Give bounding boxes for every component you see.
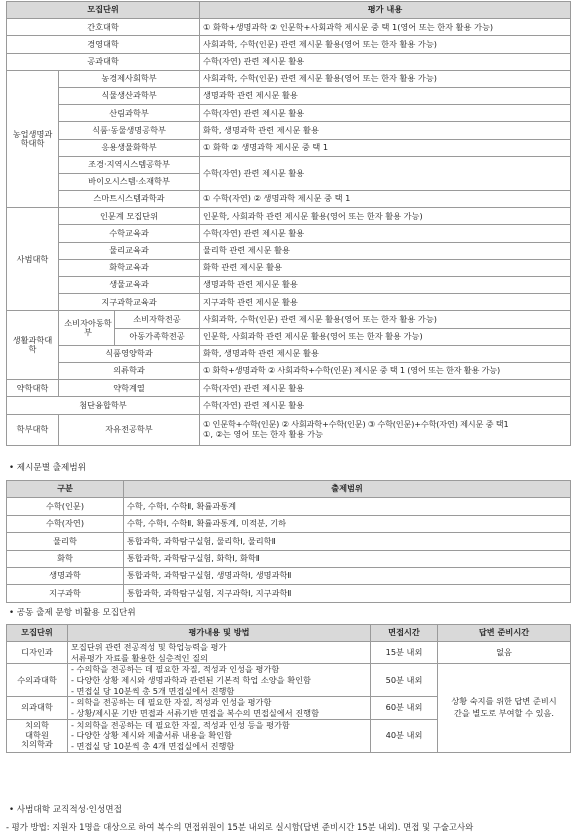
unit-cell: 물리교육과	[59, 242, 200, 259]
scope-cell: 통합과학, 과학탐구실험, 생명과학Ⅰ, 생명과학Ⅱ	[124, 567, 571, 584]
scope-cell: 통합과학, 과학탐구실험, 물리학Ⅰ, 물리학Ⅱ	[124, 533, 571, 550]
col-header-scope: 출제범위	[124, 481, 571, 498]
table-row	[7, 277, 571, 294]
content-cell: 사회과학, 수학(인문) 관련 제시문 활용(영어 또는 한자 활용 가능)	[200, 36, 571, 53]
content-cell: 수학(자연) 관련 제시문 활용	[200, 397, 571, 414]
unit-cell: 의과대학	[7, 697, 68, 719]
unit-cell: 인문계 모집단위	[59, 208, 200, 225]
content-cell: ① 화학+생명과학 ② 사회과학+수학(인문) 제시문 중 택 1 (영어 또는 한자 활용 가능)	[200, 362, 571, 379]
unit-cell: 지구과학교육과	[59, 294, 200, 311]
table-row	[7, 380, 571, 397]
unit-cell: 화학교육과	[59, 259, 200, 276]
unit-cell: 간호대학	[7, 19, 200, 36]
unit-cell: 수학교육과	[59, 225, 200, 242]
col-header-content: 평가 내용	[200, 2, 571, 19]
evaluation-table	[6, 1, 571, 446]
content-cell: 화학, 생명과학 관련 제시문 활용	[200, 345, 571, 362]
table-row	[7, 53, 571, 70]
college-cell-pharm: 약학대학	[7, 380, 59, 397]
table-row	[7, 585, 571, 602]
col-header-time: 면접시간	[371, 625, 438, 642]
method-line: - 다양한 상황 제시와 제출서류 내용을 확인함	[71, 730, 232, 741]
time-cell: 50분 내외	[371, 664, 438, 697]
unit-cell: 의류학과	[59, 362, 200, 379]
table-row	[7, 498, 571, 515]
content-cell: 수학(자연) 관련 제시문 활용	[200, 105, 571, 122]
content-line: ①, ②는 영어 또는 한자 활용 가능	[203, 428, 323, 439]
unit-cell: 첨단융합학부	[7, 397, 200, 414]
subject-cell: 수학(인문)	[7, 498, 124, 515]
unit-cell: 농경제사회학부	[59, 70, 200, 87]
college-cell-life: 생활과학대학	[7, 311, 59, 380]
table-row	[7, 642, 571, 664]
method-line: 모집단위 관련 전공적성 및 학업능력을 평가	[71, 642, 227, 652]
subject-cell: 수학(자연)	[7, 515, 124, 532]
scope-cell: 통합과학, 과학탐구실험, 화학Ⅰ, 화학Ⅱ	[124, 550, 571, 567]
prep-cell: 상황 숙지를 위한 답변 준비시간을 별도로 부여할 수 있음.	[438, 664, 571, 752]
table-row	[7, 345, 571, 362]
table-row	[7, 70, 571, 87]
col-header-unit: 모집단위	[7, 2, 200, 19]
teacher-method-line: - 평가 방법: 지원자 1명을 대상으로 하여 복수의 면접위원이 15분 내외로 실시함(답변 준비시간 15분 내외). 면접 및 구술고사와	[6, 822, 474, 832]
method-line: - 상황/제시문 기반 면접과 서류기반 면접을 복수의 면접실에서 진행함	[71, 707, 319, 718]
unit-cell: 소비자학전공	[115, 311, 200, 328]
method-line: - 면접실 당 10분씩 총 5개 면접실에서 진행함	[71, 685, 235, 696]
content-cell: 수학(자연) 관련 제시문 활용	[200, 156, 571, 190]
college-cell-undergrad: 학부대학	[7, 414, 59, 445]
content-line: ① 인문학+수학(인문) ② 사회과학+수학(인문) ③ 수학(인문)+수학(자연) 제시문 중 택1	[203, 419, 509, 430]
content-cell: 생명과학 관련 제시문 활용	[200, 277, 571, 294]
content-cell: ① 화학 ② 생명과학 제시문 중 택 1	[200, 139, 571, 156]
method-line: - 다양한 상황 제시와 생명과학과 관련된 기본적 학업 소양을 확인함	[71, 674, 311, 685]
unit-cell: 아동가족학전공	[115, 328, 200, 345]
section-title-teacher: • 사범대학 교직적성·인성면접	[9, 805, 122, 815]
content-cell	[200, 414, 571, 445]
unit-cell: 경영대학	[7, 36, 200, 53]
table-row	[7, 87, 571, 104]
table-row	[7, 397, 571, 414]
content-cell: 수학(자연) 관련 제시문 활용	[200, 53, 571, 70]
table-row	[7, 259, 571, 276]
scope-cell: 통합과학, 과학탐구실험, 지구과학Ⅰ, 지구과학Ⅱ	[124, 585, 571, 602]
subject-cell: 생명과학	[7, 567, 124, 584]
content-cell: 인문학, 사회과학 관련 제시문 활용(영어 또는 한자 활용 가능)	[200, 208, 571, 225]
unit-cell: 식물생산과학부	[59, 87, 200, 104]
time-cell: 15분 내외	[371, 642, 438, 664]
time-cell: 60분 내외	[371, 697, 438, 719]
table-row	[7, 208, 571, 225]
unit-cell: 식품영양학과	[59, 345, 200, 362]
unit-cell: 수의과대학	[7, 664, 68, 697]
table-row	[7, 105, 571, 122]
content-cell: 인문학, 사회과학 관련 제시문 활용(영어 또는 한자 활용 가능)	[200, 328, 571, 345]
unit-cell: 치의학 대학원 치의학과	[7, 719, 68, 752]
method-line: 서류평가 자료를 활용한 심층적인 질의	[71, 652, 208, 663]
subject-cell: 지구과학	[7, 585, 124, 602]
table-row	[7, 36, 571, 53]
method-line: - 의학을 전공하는 데 필요한 자질, 적성과 인성을 평가함	[71, 697, 272, 708]
method-cell	[68, 642, 371, 664]
content-cell: 생명과학 관련 제시문 활용	[200, 87, 571, 104]
scope-table	[6, 480, 571, 603]
table-row	[7, 515, 571, 532]
unit-cell: 생물교육과	[59, 277, 200, 294]
content-cell: 화학, 생명과학 관련 제시문 활용	[200, 122, 571, 139]
subject-cell: 물리학	[7, 533, 124, 550]
table-row	[7, 294, 571, 311]
method-line: - 면접실 당 10분씩 총 4개 면접실에서 진행함	[71, 740, 235, 751]
content-cell: 수학(자연) 관련 제시문 활용	[200, 225, 571, 242]
col-header-method: 평가내용 및 방법	[68, 625, 371, 642]
table-row	[7, 139, 571, 156]
unit-cell: 디자인과	[7, 642, 68, 664]
unit-cell: 약학계열	[59, 380, 200, 397]
unit-cell: 공과대학	[7, 53, 200, 70]
prep-cell: 없음	[438, 642, 571, 664]
section-title-scope: • 제시문별 출제범위	[9, 463, 86, 473]
method-cell	[68, 697, 371, 719]
scope-cell: 수학, 수학Ⅰ, 수학Ⅱ, 확률과통계	[124, 498, 571, 515]
interview-table	[6, 624, 571, 753]
unit-cell: 스마트시스템과학과	[59, 191, 200, 208]
table-row	[7, 567, 571, 584]
table-row	[7, 225, 571, 242]
college-cell-edu: 사범대학	[7, 208, 59, 311]
table-row	[7, 242, 571, 259]
method-cell	[68, 664, 371, 697]
table-row	[7, 19, 571, 36]
content-cell: 지구과학 관련 제시문 활용	[200, 294, 571, 311]
content-cell: ① 수학(자연) ② 생명과학 제시문 중 택 1	[200, 191, 571, 208]
section-title-interview: • 공동 출제 문항 비활용 모집단위	[9, 608, 136, 618]
college-cell-agri: 농업생명과학대학	[7, 70, 59, 208]
table-row	[7, 362, 571, 379]
table-row	[7, 664, 571, 697]
unit-cell: 산림과학부	[59, 105, 200, 122]
unit-cell: 응용생물화학부	[59, 139, 200, 156]
content-cell: 물리학 관련 제시문 활용	[200, 242, 571, 259]
unit-cell: 바이오시스템·소재학부	[59, 173, 200, 190]
table-row	[7, 533, 571, 550]
table-row	[7, 414, 571, 445]
time-cell: 40분 내외	[371, 719, 438, 752]
table-row	[7, 550, 571, 567]
content-cell: ① 화학+생명과학 ② 인문학+사회과학 제시문 중 택 1(영어 또는 한자 활용 가능)	[200, 19, 571, 36]
content-cell: 화학 관련 제시문 활용	[200, 259, 571, 276]
table-row	[7, 156, 571, 173]
table-row	[7, 191, 571, 208]
content-cell: 사회과학, 수학(인문) 관련 제시문 활용(영어 또는 한자 활용 가능)	[200, 311, 571, 328]
table-row	[7, 122, 571, 139]
scope-cell: 수학, 수학Ⅰ, 수학Ⅱ, 확률과통계, 미적분, 기하	[124, 515, 571, 532]
method-line: - 수의학을 전공하는 데 필요한 자질, 적성과 인성을 평가함	[71, 664, 280, 675]
content-cell: 사회과학, 수학(인문) 관련 제시문 활용(영어 또는 한자 활용 가능)	[200, 70, 571, 87]
subject-cell: 화학	[7, 550, 124, 567]
col-header-prep: 답변 준비시간	[438, 625, 571, 642]
col-header-subject: 구분	[7, 481, 124, 498]
unit-cell: 조경·지역시스템공학부	[59, 156, 200, 173]
table-row	[7, 311, 571, 328]
method-line: - 치의학을 전공하는 데 필요한 자질, 적성과 인성 등을 평가함	[71, 719, 290, 730]
col-header-unit: 모집단위	[7, 625, 68, 642]
content-cell: 수학(자연) 관련 제시문 활용	[200, 380, 571, 397]
dept-cell-consumer: 소비자아동학부	[59, 311, 115, 345]
method-cell	[68, 719, 371, 752]
unit-cell: 자유전공학부	[59, 414, 200, 445]
unit-cell: 식품·동물생명공학부	[59, 122, 200, 139]
